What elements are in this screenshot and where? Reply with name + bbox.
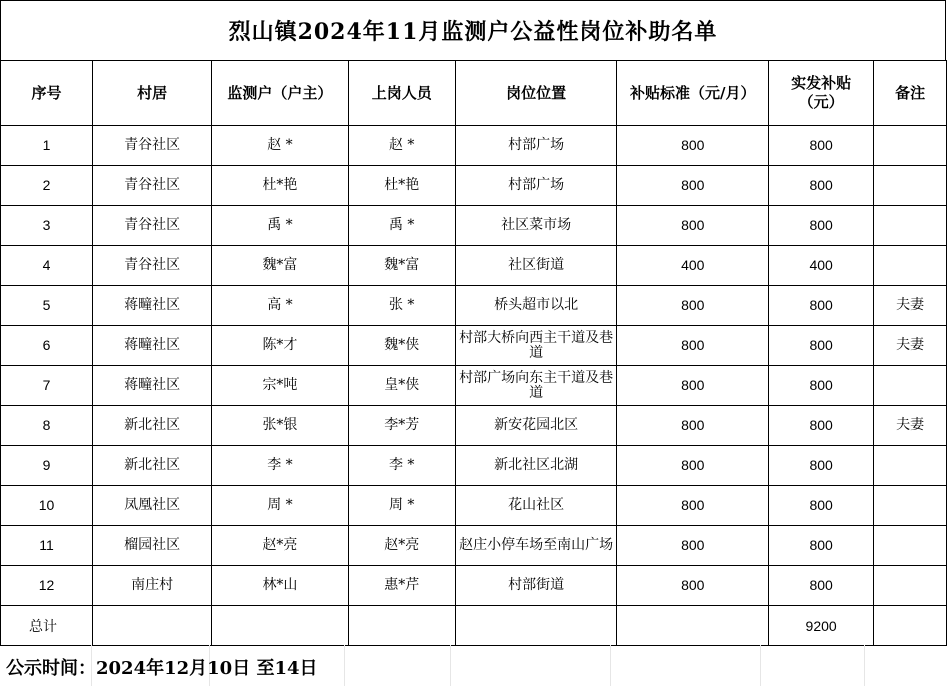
- cell-index: 2: [1, 166, 93, 206]
- cell-location: 桥头超市以北: [455, 286, 617, 326]
- cell-village: 青谷社区: [92, 246, 211, 286]
- cell-worker: 李*芳: [348, 406, 455, 446]
- cell-household: 张*银: [212, 406, 348, 446]
- cell-location: 村部广场向东主干道及巷道: [455, 366, 617, 406]
- table-row: [1, 366, 947, 406]
- cell-household: 高 *: [212, 286, 348, 326]
- cell-worker: 赵 *: [348, 126, 455, 166]
- cell-village: 榴园社区: [92, 526, 211, 566]
- cell-worker: 皇*侠: [348, 366, 455, 406]
- table-row: [1, 326, 947, 366]
- total-empty-cell: [348, 606, 455, 646]
- total-empty-cell: [874, 606, 947, 646]
- cell-location: 社区菜市场: [455, 206, 617, 246]
- cell-note: [874, 126, 947, 166]
- cell-household: 宗*吨: [212, 366, 348, 406]
- cell-location: 新安花园北区: [455, 406, 617, 446]
- document-title: 烈山镇2024年11月监测户公益性岗位补助名单: [0, 0, 946, 60]
- cell-household: 禹 *: [212, 206, 348, 246]
- table-row: [1, 166, 947, 206]
- cell-standard: 800: [617, 286, 769, 326]
- table-row: [1, 406, 947, 446]
- cell-index: 1: [1, 126, 93, 166]
- cell-location: 花山社区: [455, 486, 617, 526]
- cell-location: 村部广场: [455, 126, 617, 166]
- cell-note: 夫妻: [874, 326, 947, 366]
- cell-village: 新北社区: [92, 406, 211, 446]
- cell-village: 青谷社区: [92, 206, 211, 246]
- table-row: [1, 486, 947, 526]
- cell-standard: 800: [617, 406, 769, 446]
- cell-index: 4: [1, 246, 93, 286]
- cell-worker: 禹 *: [348, 206, 455, 246]
- cell-standard: 800: [617, 566, 769, 606]
- cell-household: 周 *: [212, 486, 348, 526]
- cell-standard: 800: [617, 206, 769, 246]
- header-paid: [769, 61, 874, 126]
- header-note: 备注: [874, 61, 947, 126]
- cell-standard: 800: [617, 526, 769, 566]
- cell-village: 蒋疃社区: [92, 326, 211, 366]
- header-worker: 上岗人员: [348, 61, 455, 126]
- table-header-row: [1, 61, 947, 126]
- cell-paid: 800: [769, 526, 874, 566]
- subsidy-table: [0, 60, 947, 646]
- table-row: [1, 526, 947, 566]
- cell-index: 6: [1, 326, 93, 366]
- cell-standard: 800: [617, 166, 769, 206]
- cell-note: [874, 446, 947, 486]
- cell-village: 凤凰社区: [92, 486, 211, 526]
- total-row: [1, 606, 947, 646]
- total-paid: 9200: [769, 606, 874, 646]
- cell-household: 李 *: [212, 446, 348, 486]
- cell-index: 5: [1, 286, 93, 326]
- table-row: [1, 566, 947, 606]
- header-index: 序号: [1, 61, 93, 126]
- cell-standard: 800: [617, 486, 769, 526]
- cell-household: 陈*才: [212, 326, 348, 366]
- total-empty-cell: [92, 606, 211, 646]
- cell-worker: 李 *: [348, 446, 455, 486]
- cell-standard: 800: [617, 446, 769, 486]
- cell-paid: 800: [769, 286, 874, 326]
- cell-paid: 800: [769, 206, 874, 246]
- total-empty-cell: [212, 606, 348, 646]
- cell-note: [874, 526, 947, 566]
- cell-village: 新北社区: [92, 446, 211, 486]
- cell-index: 10: [1, 486, 93, 526]
- cell-location: 社区街道: [455, 246, 617, 286]
- header-paid-line2: （元）: [798, 93, 844, 111]
- cell-note: 夫妻: [874, 286, 947, 326]
- table-row: [1, 126, 947, 166]
- cell-note: [874, 566, 947, 606]
- cell-worker: 杜*艳: [348, 166, 455, 206]
- cell-paid: 800: [769, 166, 874, 206]
- cell-location: 村部街道: [455, 566, 617, 606]
- cell-worker: 张 *: [348, 286, 455, 326]
- cell-village: 南庄村: [92, 566, 211, 606]
- table-row: [1, 206, 947, 246]
- header-village: 村居: [92, 61, 211, 126]
- cell-village: 蒋疃社区: [92, 366, 211, 406]
- table-body: [1, 126, 947, 606]
- cell-note: [874, 206, 947, 246]
- cell-standard: 400: [617, 246, 769, 286]
- cell-household: 魏*富: [212, 246, 348, 286]
- publication-period: 公示时间：2024年12月10日 至14日: [6, 658, 318, 679]
- cell-index: 7: [1, 366, 93, 406]
- cell-paid: 800: [769, 406, 874, 446]
- table-row: [1, 286, 947, 326]
- cell-note: [874, 366, 947, 406]
- cell-household: 林*山: [212, 566, 348, 606]
- cell-location: 村部广场: [455, 166, 617, 206]
- footer: [0, 645, 947, 686]
- total-label: 总计: [1, 606, 93, 646]
- cell-paid: 800: [769, 326, 874, 366]
- cell-worker: 周 *: [348, 486, 455, 526]
- cell-location: 赵庄小停车场至南山广场: [455, 526, 617, 566]
- total-empty-cell: [617, 606, 769, 646]
- cell-standard: 800: [617, 326, 769, 366]
- cell-paid: 800: [769, 486, 874, 526]
- cell-village: 蒋疃社区: [92, 286, 211, 326]
- cell-standard: 800: [617, 126, 769, 166]
- cell-note: [874, 246, 947, 286]
- cell-household: 赵*亮: [212, 526, 348, 566]
- cell-index: 9: [1, 446, 93, 486]
- cell-worker: 惠*芹: [348, 566, 455, 606]
- cell-location: 村部大桥向西主干道及巷道: [455, 326, 617, 366]
- cell-note: [874, 486, 947, 526]
- cell-note: [874, 166, 947, 206]
- header-standard: 补贴标准（元/月）: [617, 61, 769, 126]
- cell-index: 8: [1, 406, 93, 446]
- cell-paid: 800: [769, 446, 874, 486]
- table-row: [1, 446, 947, 486]
- cell-worker: 魏*侠: [348, 326, 455, 366]
- header-location: 岗位位置: [455, 61, 617, 126]
- cell-location: 新北社区北湖: [455, 446, 617, 486]
- cell-household: 杜*艳: [212, 166, 348, 206]
- cell-paid: 800: [769, 566, 874, 606]
- cell-index: 12: [1, 566, 93, 606]
- header-household: 监测户（户主）: [212, 61, 348, 126]
- cell-standard: 800: [617, 366, 769, 406]
- cell-paid: 800: [769, 366, 874, 406]
- cell-village: 青谷社区: [92, 166, 211, 206]
- cell-index: 11: [1, 526, 93, 566]
- cell-note: 夫妻: [874, 406, 947, 446]
- cell-index: 3: [1, 206, 93, 246]
- cell-worker: 魏*富: [348, 246, 455, 286]
- cell-paid: 800: [769, 126, 874, 166]
- cell-paid: 400: [769, 246, 874, 286]
- header-paid-line1: 实发补贴: [791, 74, 852, 92]
- total-empty-cell: [455, 606, 617, 646]
- cell-household: 赵 *: [212, 126, 348, 166]
- cell-worker: 赵*亮: [348, 526, 455, 566]
- cell-village: 青谷社区: [92, 126, 211, 166]
- table-row: [1, 246, 947, 286]
